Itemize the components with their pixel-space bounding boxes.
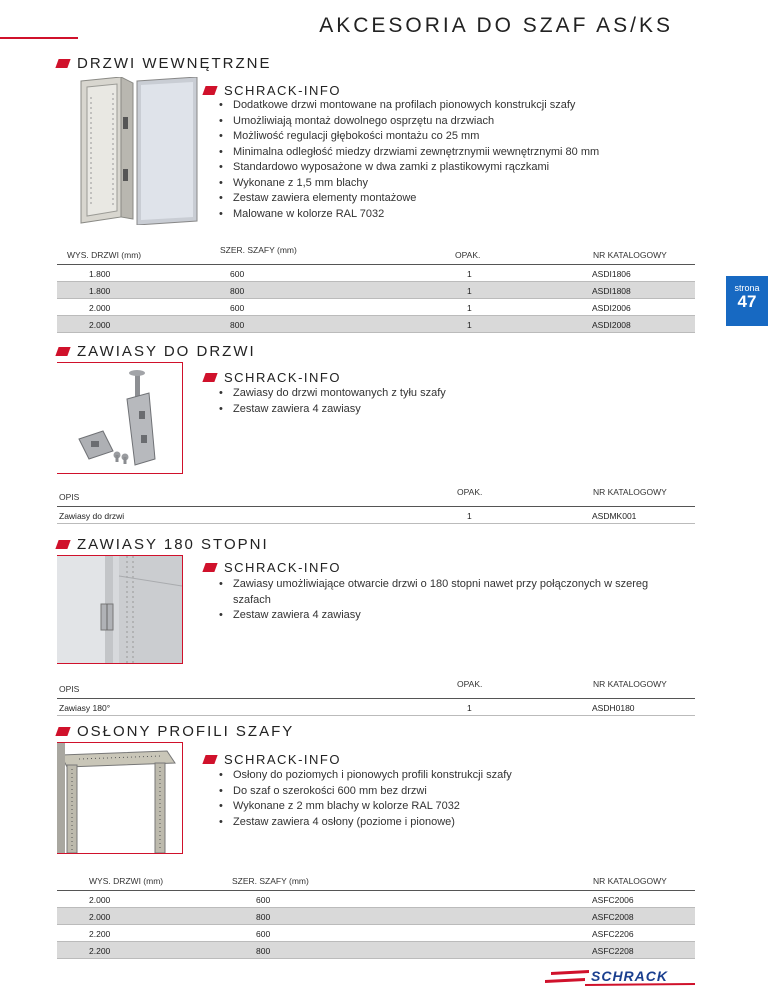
column-header: WYS. DRZWI (mm) bbox=[67, 250, 142, 260]
list-item: • Do szaf o szerokości 600 mm bez drzwi bbox=[217, 784, 697, 800]
logo-text: SCHRACK bbox=[591, 968, 668, 984]
info-marker-icon bbox=[202, 86, 217, 95]
feature-list bbox=[217, 577, 687, 624]
feature-list bbox=[217, 386, 697, 417]
cell-pack: 1 bbox=[467, 320, 472, 330]
cell-catalog: ASDH0180 bbox=[592, 703, 635, 713]
schrack-logo bbox=[545, 966, 697, 986]
schrack-info-heading bbox=[204, 83, 341, 98]
cell-catalog: ASFC2206 bbox=[592, 929, 634, 939]
column-header: NR KATALOGOWY bbox=[593, 487, 667, 497]
cell-pack: 1 bbox=[467, 511, 472, 521]
cell-height: 1.800 bbox=[89, 286, 111, 296]
schrack-info-label: SCHRACK-INFO bbox=[224, 560, 341, 575]
cell-width: 800 bbox=[256, 912, 271, 922]
list-item: • Standardowo wyposażone w dwa zamki z plastikowymi rączkami bbox=[217, 160, 697, 176]
cell-width: 600 bbox=[230, 303, 245, 313]
section-title-text: ZAWIASY 180 STOPNI bbox=[77, 536, 269, 553]
cell-width: 600 bbox=[256, 895, 271, 905]
cell-height: 2.000 bbox=[89, 895, 111, 905]
inner-door-image bbox=[77, 77, 135, 225]
table-header bbox=[57, 482, 695, 507]
list-item: • Możliwość regulacji głębokości montażu co 25 mm bbox=[217, 129, 697, 145]
list-item: • Malowane w kolorze RAL 7032 bbox=[217, 207, 697, 223]
section-marker-icon bbox=[55, 540, 70, 549]
cell-pack: 1 bbox=[467, 286, 472, 296]
section-title-text: DRZWI WEWNĘTRZNE bbox=[77, 55, 272, 72]
cell-height: 2.200 bbox=[89, 946, 111, 956]
section-title-zawiasy bbox=[57, 343, 256, 360]
product-table bbox=[57, 238, 695, 333]
list-item: • Zestaw zawiera 4 zawiasy bbox=[217, 402, 697, 418]
schrack-info-label: SCHRACK-INFO bbox=[224, 83, 341, 98]
table-row bbox=[57, 925, 695, 942]
list-item: • Zawiasy do drzwi montowanych z tyłu szafy bbox=[217, 386, 697, 402]
table-row bbox=[57, 699, 695, 716]
list-item: • Wykonane z 2 mm blachy w kolorze RAL 7032 bbox=[217, 799, 697, 815]
cell-description: Zawiasy do drzwi bbox=[59, 511, 125, 521]
feature-list bbox=[217, 98, 697, 222]
list-item: • Umożliwiają montaż dowolnego osprzętu na drzwiach bbox=[217, 114, 697, 130]
list-item: • Osłony do poziomych i pionowych profili konstrukcji szafy bbox=[217, 768, 697, 784]
hinge-image bbox=[57, 362, 183, 474]
profile-cover-image bbox=[57, 742, 183, 854]
cell-catalog: ASFC2208 bbox=[592, 946, 634, 956]
table-row bbox=[57, 891, 695, 908]
cell-catalog: ASFC2008 bbox=[592, 912, 634, 922]
table-row bbox=[57, 507, 695, 524]
inner-door-image-panel bbox=[135, 77, 201, 225]
column-header: SZER. SZAFY (mm) bbox=[232, 876, 309, 886]
list-item: • Zestaw zawiera elementy montażowe bbox=[217, 191, 697, 207]
schrack-info-heading bbox=[204, 752, 341, 767]
cell-pack: 1 bbox=[467, 269, 472, 279]
cell-width: 600 bbox=[230, 269, 245, 279]
table-header bbox=[57, 674, 695, 699]
section-title-drzwi bbox=[57, 55, 271, 72]
section-title-text: OSŁONY PROFILI SZAFY bbox=[77, 723, 295, 740]
section-title-oslony bbox=[57, 723, 294, 740]
cell-width: 800 bbox=[230, 320, 245, 330]
page-title: AKCESORIA DO SZAF AS/KS bbox=[319, 14, 673, 37]
table-row bbox=[57, 942, 695, 959]
list-item: • Zawiasy umożliwiające otwarcie drzwi o 180 stopni nawet przy połączonych w szereg szafach bbox=[217, 577, 687, 608]
feature-list bbox=[217, 768, 697, 830]
table-header bbox=[57, 866, 695, 891]
table-row bbox=[57, 282, 695, 299]
column-header: OPAK. bbox=[455, 250, 481, 260]
cell-pack: 1 bbox=[467, 703, 472, 713]
schrack-info-heading bbox=[204, 370, 341, 385]
page-number: 47 bbox=[737, 292, 757, 311]
section-title-text: ZAWIASY DO DRZWI bbox=[77, 343, 256, 360]
header-rule bbox=[0, 37, 78, 39]
cell-catalog: ASDI2008 bbox=[592, 320, 631, 330]
list-item: • Zestaw zawiera 4 zawiasy bbox=[217, 608, 687, 624]
column-header: OPAK. bbox=[457, 487, 483, 497]
column-header: NR KATALOGOWY bbox=[593, 876, 667, 886]
info-marker-icon bbox=[202, 563, 217, 572]
cell-width: 800 bbox=[230, 286, 245, 296]
column-header: NR KATALOGOWY bbox=[593, 250, 667, 260]
product-table bbox=[57, 866, 695, 959]
cell-height: 2.000 bbox=[89, 320, 111, 330]
page-badge bbox=[726, 276, 768, 326]
cell-catalog: ASDI1808 bbox=[592, 286, 631, 296]
list-item: • Dodatkowe drzwi montowane na profilach pionowych konstrukcji szafy bbox=[217, 98, 697, 114]
page-badge-label: strona bbox=[734, 283, 760, 293]
section-marker-icon bbox=[55, 59, 70, 68]
list-item: • Minimalna odległość miedzy drzwiami zewnętrznymii wewnętrznymi 80 mm bbox=[217, 145, 697, 161]
info-marker-icon bbox=[202, 373, 217, 382]
table-row bbox=[57, 265, 695, 282]
section-marker-icon bbox=[55, 727, 70, 736]
column-header: OPIS bbox=[59, 492, 80, 502]
cell-height: 1.800 bbox=[89, 269, 111, 279]
info-marker-icon bbox=[202, 755, 217, 764]
cell-height: 2.000 bbox=[89, 912, 111, 922]
table-row bbox=[57, 316, 695, 333]
section-title-zawiasy-180 bbox=[57, 536, 269, 553]
table-header bbox=[57, 238, 695, 265]
column-header: SZER. SZAFY (mm) bbox=[220, 245, 297, 255]
cell-height: 2.000 bbox=[89, 303, 111, 313]
section-marker-icon bbox=[55, 347, 70, 356]
hinge-180-image bbox=[57, 555, 183, 664]
product-table bbox=[57, 674, 695, 716]
table-row bbox=[57, 299, 695, 316]
cell-catalog: ASDI2006 bbox=[592, 303, 631, 313]
cell-catalog: ASFC2006 bbox=[592, 895, 634, 905]
cell-catalog: ASDMK001 bbox=[592, 511, 637, 521]
list-item: • Zestaw zawiera 4 osłony (poziome i pionowe) bbox=[217, 815, 697, 831]
cell-width: 600 bbox=[256, 929, 271, 939]
cell-height: 2.200 bbox=[89, 929, 111, 939]
schrack-info-heading bbox=[204, 560, 341, 575]
product-table bbox=[57, 482, 695, 524]
schrack-info-label: SCHRACK-INFO bbox=[224, 752, 341, 767]
schrack-info-label: SCHRACK-INFO bbox=[224, 370, 341, 385]
column-header: NR KATALOGOWY bbox=[593, 679, 667, 689]
cell-pack: 1 bbox=[467, 303, 472, 313]
column-header: OPIS bbox=[59, 684, 80, 694]
column-header: OPAK. bbox=[457, 679, 483, 689]
cell-description: Zawiasy 180° bbox=[59, 703, 111, 713]
cell-catalog: ASDI1806 bbox=[592, 269, 631, 279]
column-header: WYS. DRZWI (mm) bbox=[89, 876, 164, 886]
cell-width: 800 bbox=[256, 946, 271, 956]
list-item: • Wykonane z 1,5 mm blachy bbox=[217, 176, 697, 192]
table-row bbox=[57, 908, 695, 925]
